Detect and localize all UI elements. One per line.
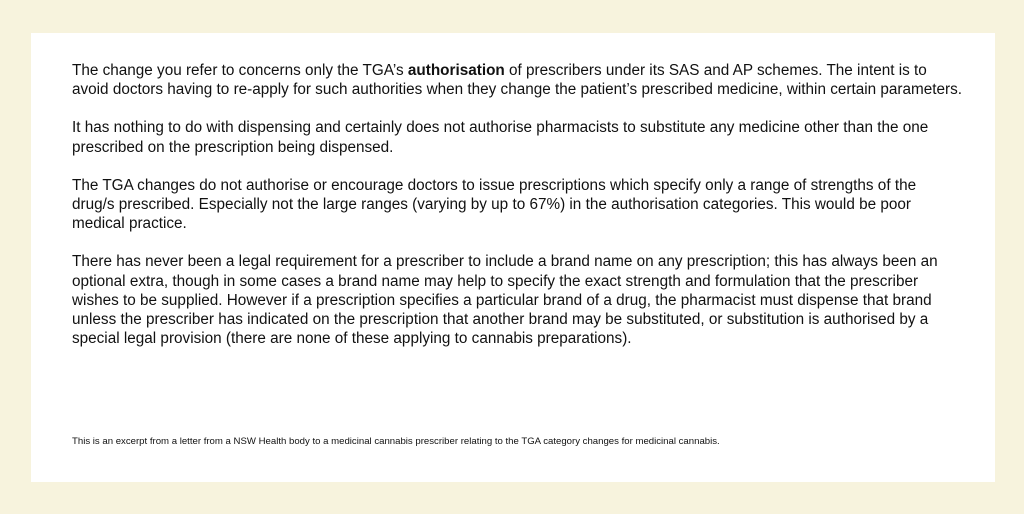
paragraph-brand-names: There has never been a legal requirement for a prescriber to include a brand name on any prescription; this has always been an optional extra, though in some cases a brand name may help to specify the exact strength and formulation that the prescriber wishes to be supplied. However if a prescription specifies a particular brand of a drug, the pharmacist must dispense that brand unless the prescriber has indicated on the prescription that another brand may be substituted, or substitution is authorised by a special legal provision (there are none of these applying to cannabis preparations). bbox=[72, 253, 938, 348]
paragraph-dispensing: It has nothing to do with dispensing and certainly does not authorise pharmacists to substitute any medicine other than the one prescribed on the prescription being dispensed. bbox=[72, 119, 929, 156]
source-footnote: This is an excerpt from a letter from a NSW Health body to a medicinal cannabis prescriber relating to the TGA category changes for medicinal cannabis. bbox=[72, 436, 720, 447]
paragraph-strength-ranges: The TGA changes do not authorise or encourage doctors to issue prescriptions which specify only a range of strengths of the drug/s prescribed. Especially not the large ranges (varying by up to 67%) in the authorisation categories. This would be poor medical practice. bbox=[72, 176, 917, 233]
emphasis-authorisation: authorisation bbox=[407, 62, 505, 79]
letter-excerpt bbox=[72, 61, 962, 348]
paragraph-authorisation bbox=[72, 61, 962, 99]
paragraph-1-lead: The change you refer to concerns only the TGA’s bbox=[72, 62, 408, 79]
paragraph-1-rest: of prescribers under its SAS and AP schemes. The intent is to avoid doctors having to re-apply for such authorities when they change the patient’s prescribed medicine, within certain parameters. bbox=[72, 62, 962, 99]
excerpt-card bbox=[31, 33, 995, 482]
